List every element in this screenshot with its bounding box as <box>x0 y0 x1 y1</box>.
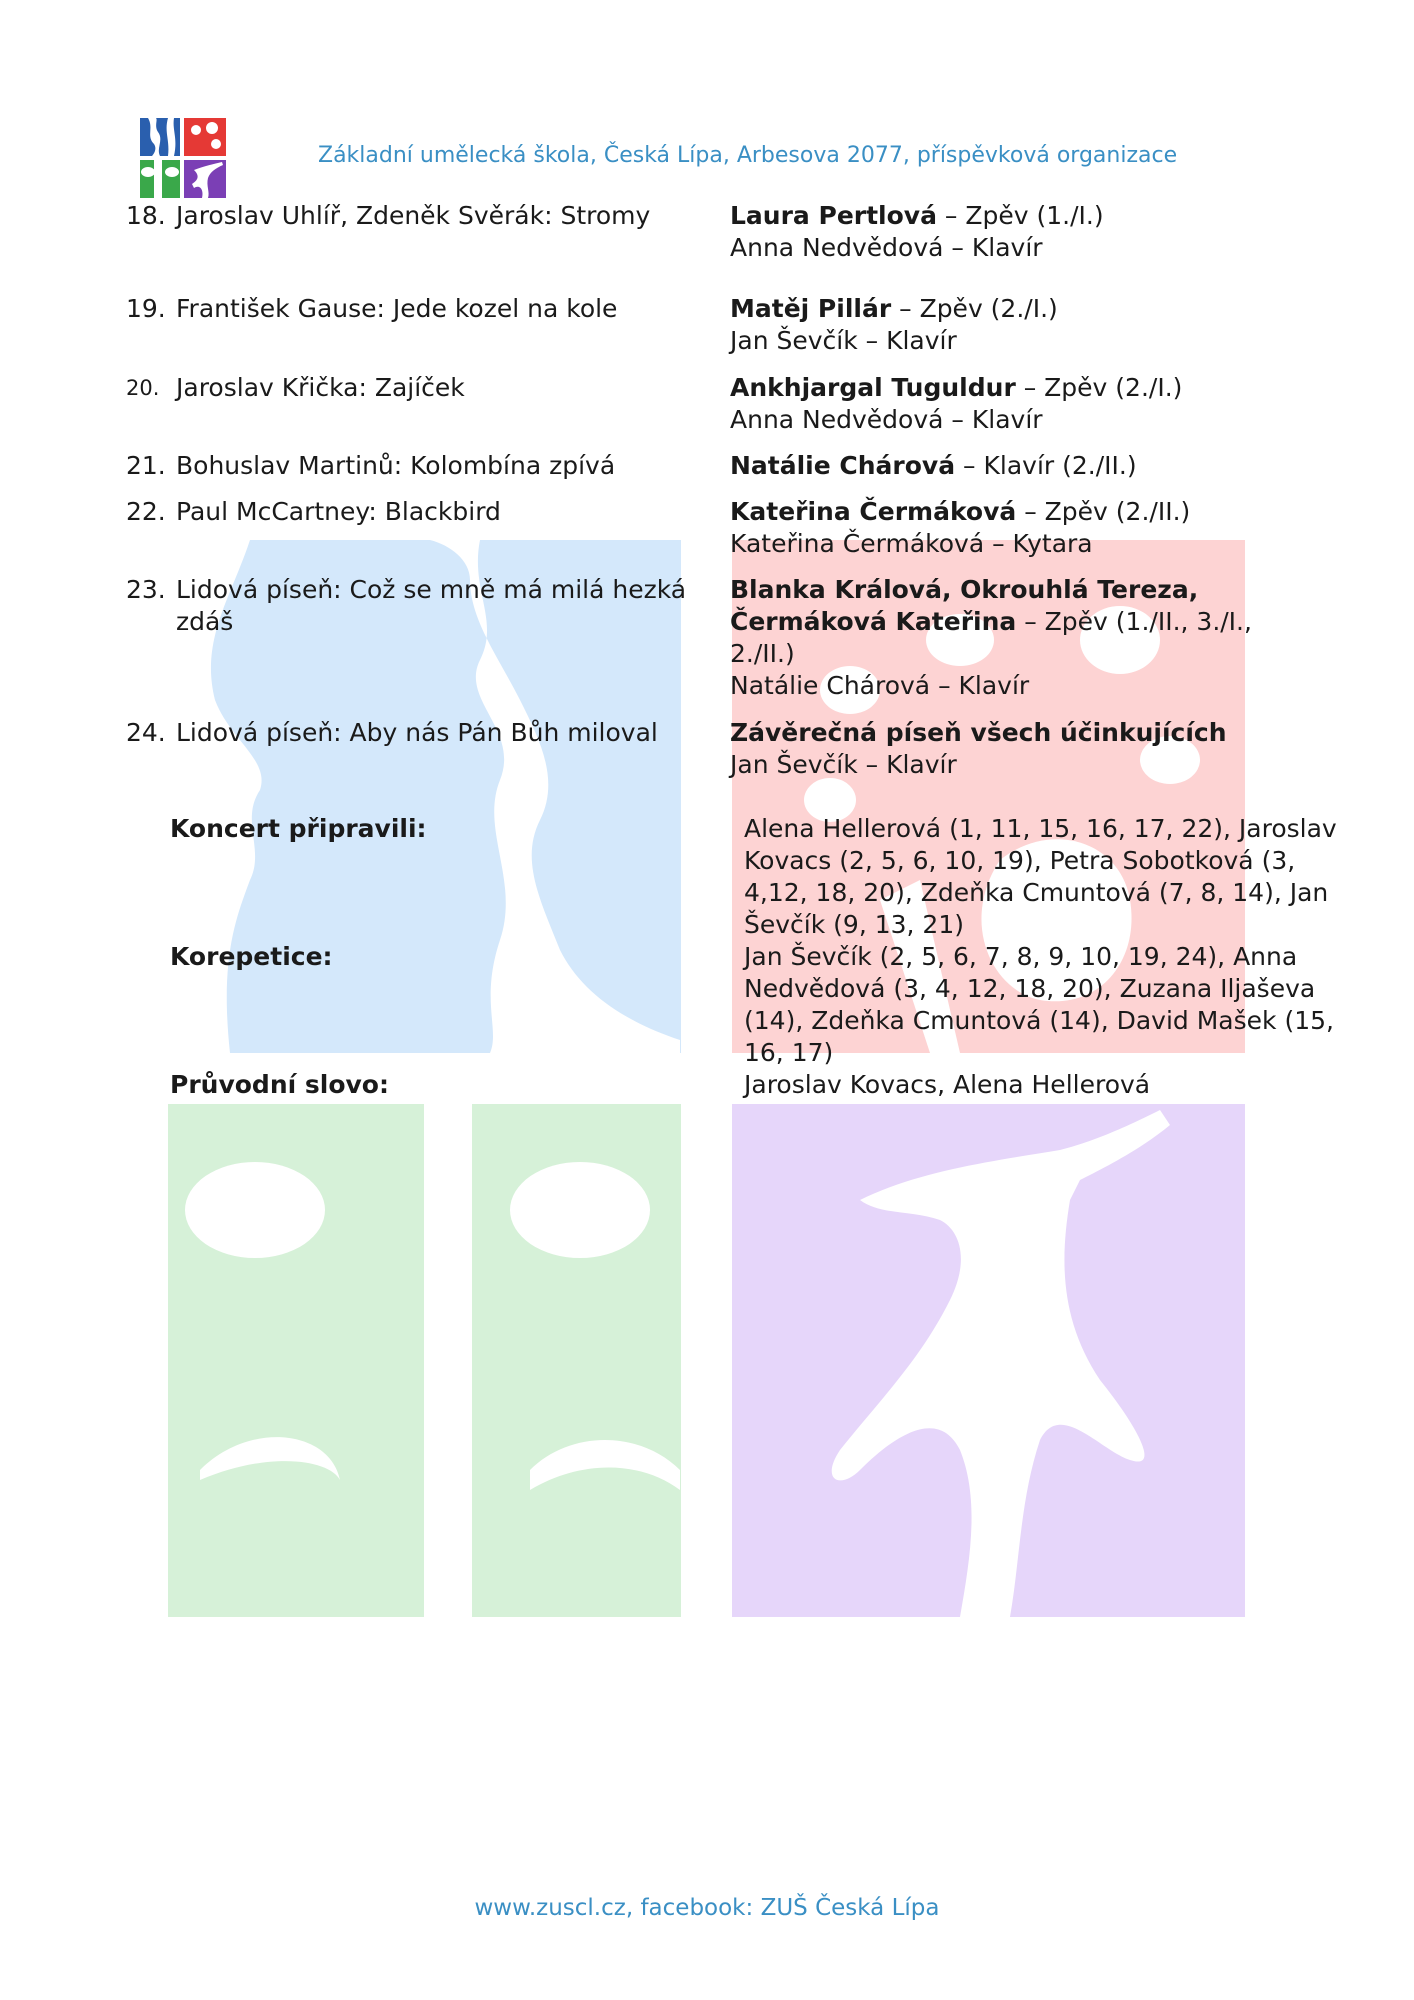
performer-name: Laura Pertlová <box>730 201 937 230</box>
credit-value: Alena Hellerová (1, 11, 15, 16, 17, 22), Jaroslav Kovacs (2, 5, 6, 10, 19), Petra Sobotková (3, 4,12, 18, 20), Zdeňka Cmuntová (7, 8, 14), Jan Ševčík (9, 13, 21) <box>744 814 1337 939</box>
item-performers <box>730 372 1310 436</box>
accompanist: Anna Nedvědová – Klavír <box>730 233 1043 262</box>
item-performers <box>730 200 1310 264</box>
program-item <box>126 450 1326 482</box>
green-note-panel <box>168 1104 681 1617</box>
item-performers <box>730 496 1310 560</box>
performer-name: Blanka Králová, Okrouhlá Tereza, Čermáková Kateřina <box>730 575 1199 636</box>
program-list <box>126 200 1326 781</box>
item-number: 22. <box>126 497 166 526</box>
item-title: Jaroslav Uhlíř, Zdeněk Svěrák: Stromy <box>176 201 651 230</box>
item-title: František Gause: Jede kozel na kole <box>176 294 618 323</box>
item-title: Bohuslav Martinů: Kolombína zpívá <box>176 451 616 480</box>
credit-label: Koncert připravili: <box>170 814 427 843</box>
item-title: Lidová píseň: Což se mně má milá hezká zdáš <box>176 575 687 636</box>
item-number: 21. <box>126 451 166 480</box>
item-number: 20. <box>126 376 160 400</box>
item-performers <box>730 293 1310 357</box>
accompanist: Kateřina Čermáková – Kytara <box>730 529 1093 558</box>
performer-name: Kateřina Čermáková <box>730 497 1017 526</box>
item-number: 24. <box>126 718 166 747</box>
performer-name: Natálie Chárová <box>730 451 956 480</box>
credit-row-speech <box>170 1069 1350 1101</box>
program-item <box>126 717 1326 781</box>
item-number: 19. <box>126 294 166 323</box>
program-item <box>126 496 1326 560</box>
credits-section <box>170 813 1350 1101</box>
performer-name: Závěrečná píseň všech účinkujících <box>730 718 1227 747</box>
item-number: 18. <box>126 201 166 230</box>
credit-label: Průvodní slovo: <box>170 1070 389 1099</box>
performer-name: Ankhjargal Tuguldur <box>730 373 1016 402</box>
footer-links: www.zuscl.cz, facebook: ZUŠ Česká Lípa <box>474 1895 940 1921</box>
performer-role: – Zpěv (1./I.) <box>936 201 1104 230</box>
purple-dancer-panel <box>732 1104 1245 1617</box>
credit-value: Jan Ševčík (2, 5, 6, 7, 8, 9, 10, 19, 24), Anna Nedvědová (3, 4, 12, 18, 20), Zuzana Iljaševa (14), Zdeňka Cmuntová (14), David Mašek (15, 16, 17) <box>744 942 1334 1067</box>
performer-role: – Zpěv (2./I.) <box>891 294 1058 323</box>
accompanist: Anna Nedvědová – Klavír <box>730 405 1043 434</box>
program-item <box>126 372 1326 436</box>
accompanist: Natálie Chárová – Klavír <box>730 671 1030 700</box>
item-performers <box>730 574 1310 702</box>
performer-role: – Zpěv (1./II., 3./I., 2./II.) <box>730 607 1252 668</box>
item-performers <box>730 717 1310 781</box>
header-school-name: Základní umělecká škola, Česká Lípa, Arbesova 2077, příspěvková organizace <box>318 143 1178 168</box>
accompanist: Jan Ševčík – Klavír <box>730 326 957 355</box>
program-item <box>126 293 1326 357</box>
credit-row-korepetice <box>170 941 1350 1069</box>
item-number: 23. <box>126 575 166 604</box>
item-title: Jaroslav Křička: Zajíček <box>176 373 465 402</box>
performer-role: – Klavír (2./II.) <box>955 451 1137 480</box>
performer-role: – Zpěv (2./I.) <box>1015 373 1183 402</box>
item-performers <box>730 450 1310 482</box>
school-logo <box>140 118 226 198</box>
performer-role: – Zpěv (2./II.) <box>1016 497 1191 526</box>
credit-value: Jaroslav Kovacs, Alena Hellerová <box>744 1070 1151 1099</box>
item-title: Paul McCartney: Blackbird <box>176 497 501 526</box>
performer-name: Matěj Pillár <box>730 294 892 323</box>
credit-row-prepared <box>170 813 1350 941</box>
accompanist: Jan Ševčík – Klavír <box>730 750 957 779</box>
program-item <box>126 574 1326 702</box>
program-item <box>126 200 1326 264</box>
item-title: Lidová píseň: Aby nás Pán Bůh miloval <box>176 718 658 747</box>
credit-label: Korepetice: <box>170 942 333 971</box>
